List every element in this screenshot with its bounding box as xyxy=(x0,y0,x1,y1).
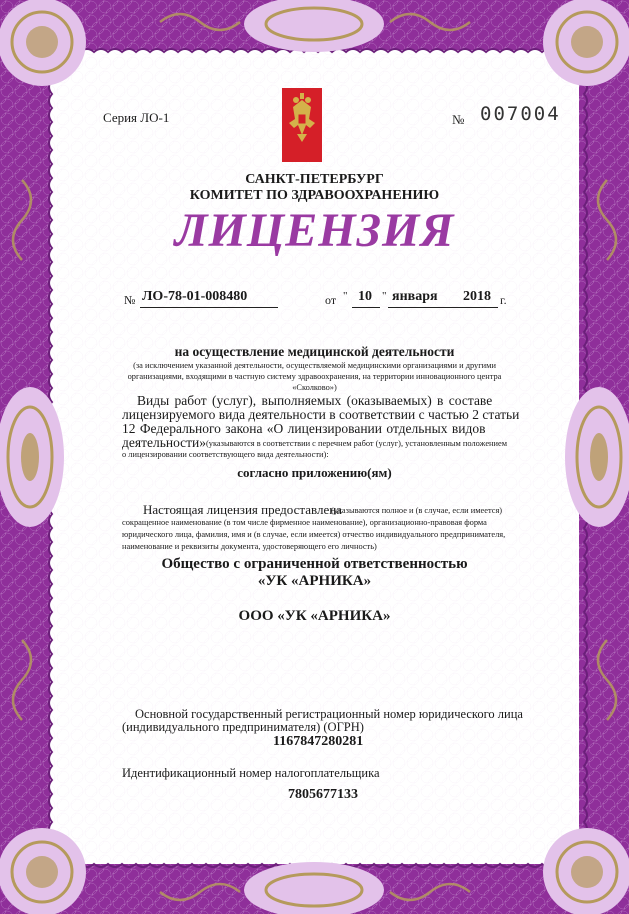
works-line-2: лицензируемого вида деятельности в соответствии с частью 2 статьи xyxy=(122,407,520,422)
works-note-2: о лицензировании соответствующего вида деятельности): xyxy=(122,450,329,459)
document-title: ЛИЦЕНЗИЯ xyxy=(174,204,455,257)
corner-ornament-top-left xyxy=(0,0,86,86)
corner-ornament-bottom-left xyxy=(0,828,86,914)
granted-text: Настоящая лицензия предоставлена xyxy=(143,502,342,517)
ogrn-label-2: (индивидуального предпринимателя) (ОГРН) xyxy=(122,720,364,734)
works-line-1: Виды работ (услуг), выполняемых (оказываемых) в составе xyxy=(137,393,493,408)
granted-note-2: сокращенное наименование (в том числе фирменное наименование), организационно-правовая форма xyxy=(122,518,487,527)
granted-note-3: юридического лица, фамилия, имя и (в случае, если имеется) отчество индивидуального предпринимателя, xyxy=(122,530,506,539)
date-from-label: от xyxy=(325,293,337,307)
series-label: Серия ЛО-1 xyxy=(103,110,170,125)
license-year: 2018 xyxy=(463,289,491,304)
activity-heading: на осуществление медицинской деятельности xyxy=(174,344,455,359)
license-number: ЛО-78-01-008480 xyxy=(142,289,248,304)
org-short-name: ООО «УК «АРНИКА» xyxy=(238,608,391,624)
license-day: 10 xyxy=(358,289,372,304)
activity-note-3: «Сколково») xyxy=(292,383,337,392)
ogrn-value: 1167847280281 xyxy=(273,734,364,749)
number-sign: № xyxy=(452,112,465,127)
works-line-3: 12 Федерального закона «О лицензировании отдельных видов xyxy=(122,421,486,436)
license-certificate: Серия ЛО-1 № 007004 САНКТ-ПЕТЕРБУРГ КОМИТЕТ ПО ЗДРАВООХРАНЕНИЮ ЛИЦЕНЗИЯ № ЛО-78-01-008480 от " 10 " января 2018 г. на осуществление медицинской деятельности (за исключением указанной деятельности, осуществляемой медицинскими организациями и другими организациями, входящими в частную систему здравоохранения, на территории инновационного центра «Сколково») Виды работ (услуг), выполняемых (оказываемых) в составе лицензируемого вида деятельности в соответствии с частью 2 статьи 12 Федерального закона «О лицензировании отдельных видов деятельности» (указываются в соответствии с перечнем работ (услуг), установленным положением о лицензировании соответствующего вида деятельности): согласно приложению(ям) Настоящая лицензия предоставлена (указываются полное и (в случае, если имеется) сокращенное наименование (в том числе фирменное наименование), организационно-правовая форма юридического лица, фамилия, имя и (в случае, если имеется) отчество индивидуального предпринимателя, наименование и реквизиты документа, удостоверяющего его личность) Общество с ограниченной ответственностью «УК «АРНИКА» ООО «УК «АРНИКА» Основной государственный регистрационный номер юридического лица (индивидуального предпринимателя) (ОГРН) 1167847280281 Идентификационный номер налогоплательщика 7805677133 xyxy=(0,0,629,914)
inn-label: Идентификационный номер налогоплательщика xyxy=(122,766,380,780)
corner-ornament-top-right xyxy=(543,0,629,86)
org-full-name-line-1: Общество с ограниченной ответственностью xyxy=(161,556,468,572)
works-line-4: деятельности» xyxy=(122,435,207,450)
granted-note-1: (указываются полное и (в случае, если имеется) xyxy=(331,506,503,515)
works-note-1: (указываются в соответствии с перечнем работ (услуг), установленным положением xyxy=(206,439,508,448)
ogrn-label-1: Основной государственный регистрационный номер юридического лица xyxy=(135,707,523,721)
activity-note-2: организациями, входящими в частную систему здравоохранения, на территории инновационного центра xyxy=(127,372,502,381)
coat-of-arms-icon xyxy=(282,88,322,162)
inn-value: 7805677133 xyxy=(288,787,358,802)
city-title: САНКТ-ПЕТЕРБУРГ xyxy=(245,172,384,187)
activity-note-1: (за исключением указанной деятельности, осуществляемой медицинскими организациями и другими xyxy=(133,361,496,370)
org-full-name-line-2: «УК «АРНИКА» xyxy=(257,573,372,589)
corner-ornament-bottom-right xyxy=(543,828,629,914)
license-number-sign: № xyxy=(124,293,136,307)
appendix-reference: согласно приложению(ям) xyxy=(237,465,392,480)
license-month: января xyxy=(392,289,438,304)
committee-title: КОМИТЕТ ПО ЗДРАВООХРАНЕНИЮ xyxy=(189,188,440,203)
form-number: 007004 xyxy=(480,103,561,125)
year-suffix: г. xyxy=(500,293,507,307)
granted-note-4: наименование и реквизиты документа, удостоверяющего его личность) xyxy=(122,542,377,551)
